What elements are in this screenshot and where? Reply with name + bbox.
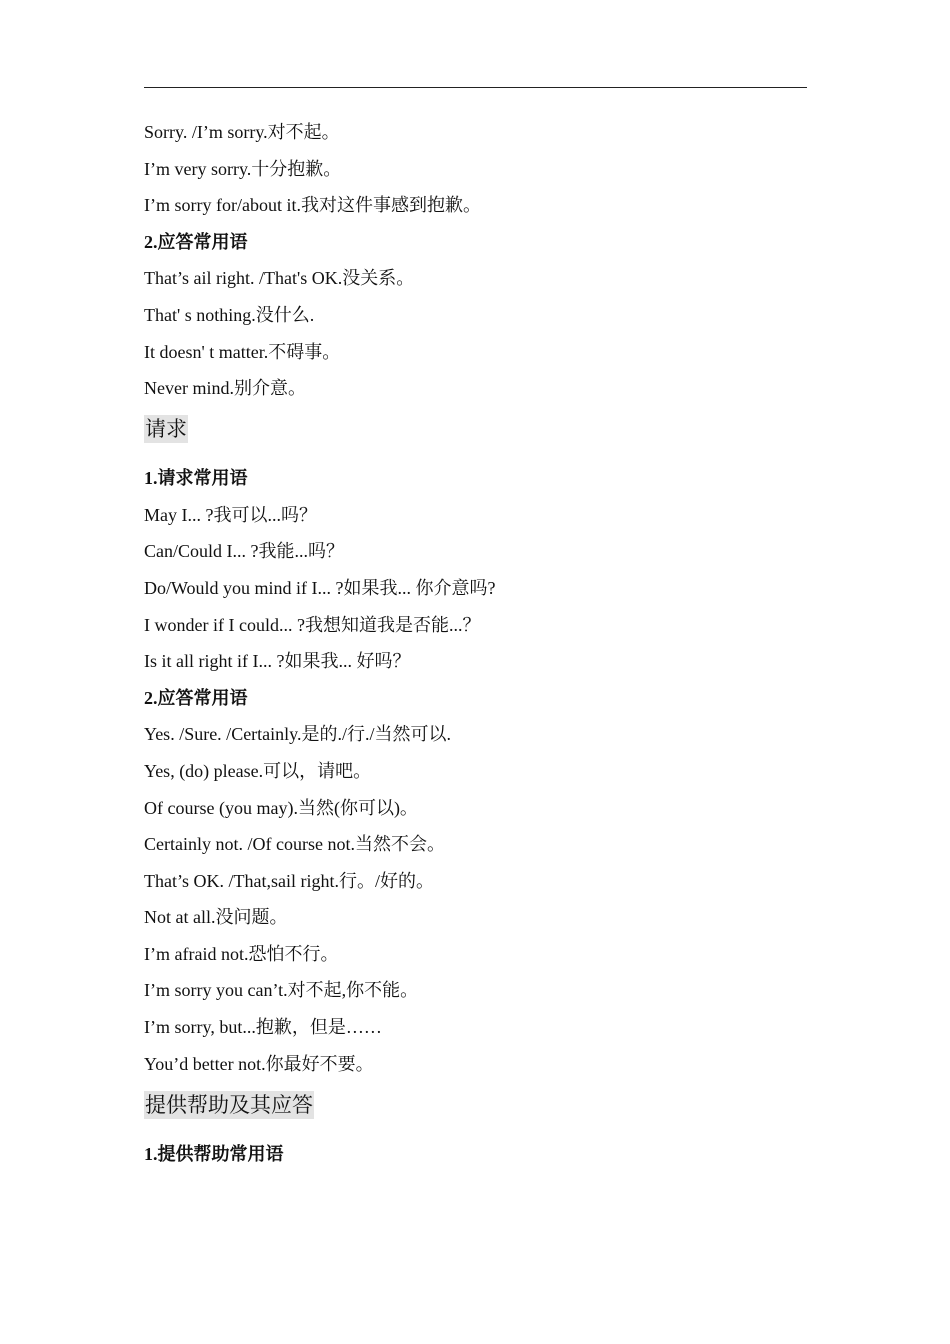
request-reply: Certainly not. /Of course not.当然不会。 [144,834,445,855]
apology-reply: It doesn' t matter.不碍事。 [144,341,341,362]
request-phrase: I wonder if I could... ?我想知道我是否能...？ [144,614,481,635]
request-reply: That’s OK. /That,sail right.行。/好的。 [144,870,434,891]
apology-reply: That' s nothing.没什么. [144,304,315,325]
header-rule [144,87,807,88]
apology-reply: Never mind.别介意。 [144,378,306,399]
apology-reply: That’s ail right. /That's OK.没关系。 [144,268,415,289]
request-reply: Not at all.没问题。 [144,907,288,928]
request-reply: Yes, (do) please.可以，请吧。 [144,760,372,781]
request-reply: Yes. /Sure. /Certainly.是的./行./当然可以. [144,724,452,745]
request-phrase: Is it all right if I... ?如果我... 好吗？ [144,651,411,672]
offer-heading: 提供帮助及其应答 [145,1092,313,1117]
request-heading-row [144,415,807,445]
request-reply: I’m afraid not.恐怕不行。 [144,943,339,964]
request-reply: I’m sorry you can’t.对不起,你不能。 [144,980,419,1001]
apology-phrase: I’m very sorry.十分抱歉。 [144,158,342,179]
apology-phrase: I’m sorry for/about it.我对这件事感到抱歉。 [144,195,481,216]
request-reply: You’d better not.你最好不要。 [144,1053,374,1074]
request-subheading: 1.请求常用语 [144,468,248,489]
offer-heading-row [144,1091,807,1121]
request-reply-subheading: 2.应答常用语 [144,687,248,708]
request-heading: 请求 [145,417,187,442]
request-phrase: Do/Would you mind if I... ?如果我... 你介意吗? [144,577,496,598]
apology-reply-subheading: 2.应答常用语 [144,231,248,252]
request-phrase: Can/Could I... ?我能...吗？ [144,541,344,562]
request-reply: I’m sorry, but...抱歉，但是…… [144,1017,382,1038]
document-body [144,121,807,1179]
apology-phrase: Sorry. /I’m sorry.对不起。 [144,122,340,142]
request-phrase: May I... ?我可以...吗？ [144,504,317,525]
request-reply: Of course (you may).当然(你可以)。 [144,797,418,818]
offer-subheading: 1.提供帮助常用语 [144,1143,284,1164]
